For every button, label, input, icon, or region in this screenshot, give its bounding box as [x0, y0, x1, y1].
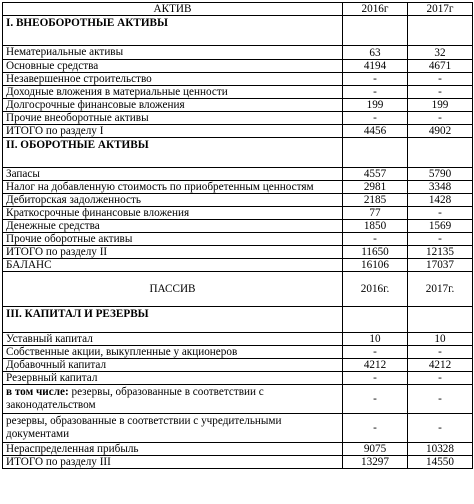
row-value-2016: 2981 [343, 181, 408, 194]
balance-sheet-table [2, 2, 473, 469]
row-label: Нематериальные активы [3, 46, 343, 60]
row-value-2017: 4212 [408, 359, 473, 372]
table-row [3, 46, 473, 60]
table-row [3, 346, 473, 359]
total-row [3, 246, 473, 259]
row-value-2017: 1569 [408, 220, 473, 233]
row-value-2016: - [343, 346, 408, 359]
row-label: ИТОГО по разделу I [3, 125, 343, 138]
row-value-2017: 17037 [408, 259, 473, 272]
row-label: Резервный капитал [3, 372, 343, 385]
aktiv-header-label: АКТИВ [3, 3, 343, 16]
row-value-2016: 10 [343, 333, 408, 346]
table-row [3, 359, 473, 372]
row-label: Собственные акции, выкупленные у акционеров [3, 346, 343, 359]
row-value-2017: - [408, 414, 473, 443]
table-row [3, 73, 473, 86]
row-value-2016: - [343, 414, 408, 443]
row-label: Основные средства [3, 60, 343, 73]
total-row [3, 456, 473, 469]
row-label: резервы, образованные в соответствии с учредительными документами [3, 414, 343, 443]
table-row [3, 443, 473, 456]
table-row [3, 86, 473, 99]
row-value-2017: - [408, 346, 473, 359]
row-value-2017: - [408, 73, 473, 86]
row-value-2016: 63 [343, 46, 408, 60]
table-row [3, 60, 473, 73]
section-title: II. ОБОРОТНЫЕ АКТИВЫ [3, 138, 343, 168]
row-value-2017: 4671 [408, 60, 473, 73]
aktiv-header-row [3, 3, 473, 16]
row-value-2016: - [343, 233, 408, 246]
table-row [3, 207, 473, 220]
row-value-2017: 12135 [408, 246, 473, 259]
row-value-2017: - [408, 207, 473, 220]
header-year-2017: 2017г. [408, 272, 473, 307]
table-row [3, 385, 473, 414]
row-value-2016: 77 [343, 207, 408, 220]
row-value-2017: 14550 [408, 456, 473, 469]
section-row [3, 307, 473, 333]
row-label: Нераспределенная прибыль [3, 443, 343, 456]
row-value-2017: 1428 [408, 194, 473, 207]
row-value-2017: - [408, 112, 473, 125]
row-value-2016: 11650 [343, 246, 408, 259]
row-value-2016: 4212 [343, 359, 408, 372]
table-row [3, 333, 473, 346]
row-value-2016: 4456 [343, 125, 408, 138]
row-value-2017: 4902 [408, 125, 473, 138]
row-label: Налог на добавленную стоимость по приобретенным ценностям [3, 181, 343, 194]
row-value-2016: 9075 [343, 443, 408, 456]
row-value-2017: 199 [408, 99, 473, 112]
row-value-2017: - [408, 385, 473, 414]
row-label: ИТОГО по разделу III [3, 456, 343, 469]
table-row [3, 233, 473, 246]
row-value-2016: - [343, 112, 408, 125]
row-label: Краткосрочные финансовые вложения [3, 207, 343, 220]
header-year-2016: 2016г [343, 3, 408, 16]
row-value-2016: 199 [343, 99, 408, 112]
row-label: БАЛАНС [3, 259, 343, 272]
passiv-header-row [3, 272, 473, 307]
section-row [3, 16, 473, 46]
balance-row [3, 259, 473, 272]
table-row [3, 181, 473, 194]
table-row [3, 99, 473, 112]
row-label: Денежные средства [3, 220, 343, 233]
row-label: Добавочный капитал [3, 359, 343, 372]
row-value-2016: 16106 [343, 259, 408, 272]
row-label: Прочие оборотные активы [3, 233, 343, 246]
row-label: ИТОГО по разделу II [3, 246, 343, 259]
row-label: Долгосрочные финансовые вложения [3, 99, 343, 112]
passiv-header-label: ПАССИВ [3, 272, 343, 307]
row-label: Запасы [3, 168, 343, 181]
row-value-2017: 10328 [408, 443, 473, 456]
total-row [3, 125, 473, 138]
row-value-2016: 1850 [343, 220, 408, 233]
row-label: Уставный капитал [3, 333, 343, 346]
table-row [3, 220, 473, 233]
row-label: Прочие внеоборотные активы [3, 112, 343, 125]
row-label [3, 385, 343, 414]
row-value-2017: 5790 [408, 168, 473, 181]
row-value-2016: 13297 [343, 456, 408, 469]
table-row [3, 372, 473, 385]
row-label: Доходные вложения в материальные ценности [3, 86, 343, 99]
row-value-2016: 2185 [343, 194, 408, 207]
row-label: Дебиторская задолженность [3, 194, 343, 207]
section-title: I. ВНЕОБОРОТНЫЕ АКТИВЫ [3, 16, 343, 46]
row-value-2017: 3348 [408, 181, 473, 194]
row-label-prefix: в том числе: [6, 386, 69, 398]
row-value-2017: 10 [408, 333, 473, 346]
header-year-2017: 2017г [408, 3, 473, 16]
row-label: Незавершенное строительство [3, 73, 343, 86]
row-value-2016: - [343, 372, 408, 385]
table-row [3, 414, 473, 443]
section-row [3, 138, 473, 168]
row-value-2017: - [408, 233, 473, 246]
row-value-2016: 4194 [343, 60, 408, 73]
row-value-2016: - [343, 86, 408, 99]
table-row [3, 168, 473, 181]
table-row [3, 194, 473, 207]
row-value-2017: - [408, 86, 473, 99]
row-label-text: резервы, образованные в соответствии с законодательством [6, 386, 264, 411]
row-value-2016: - [343, 73, 408, 86]
header-year-2016: 2016г. [343, 272, 408, 307]
table-row [3, 112, 473, 125]
section-title: III. КАПИТАЛ И РЕЗЕРВЫ [3, 307, 343, 333]
row-value-2017: 32 [408, 46, 473, 60]
row-value-2016: - [343, 385, 408, 414]
row-value-2017: - [408, 372, 473, 385]
row-value-2016: 4557 [343, 168, 408, 181]
